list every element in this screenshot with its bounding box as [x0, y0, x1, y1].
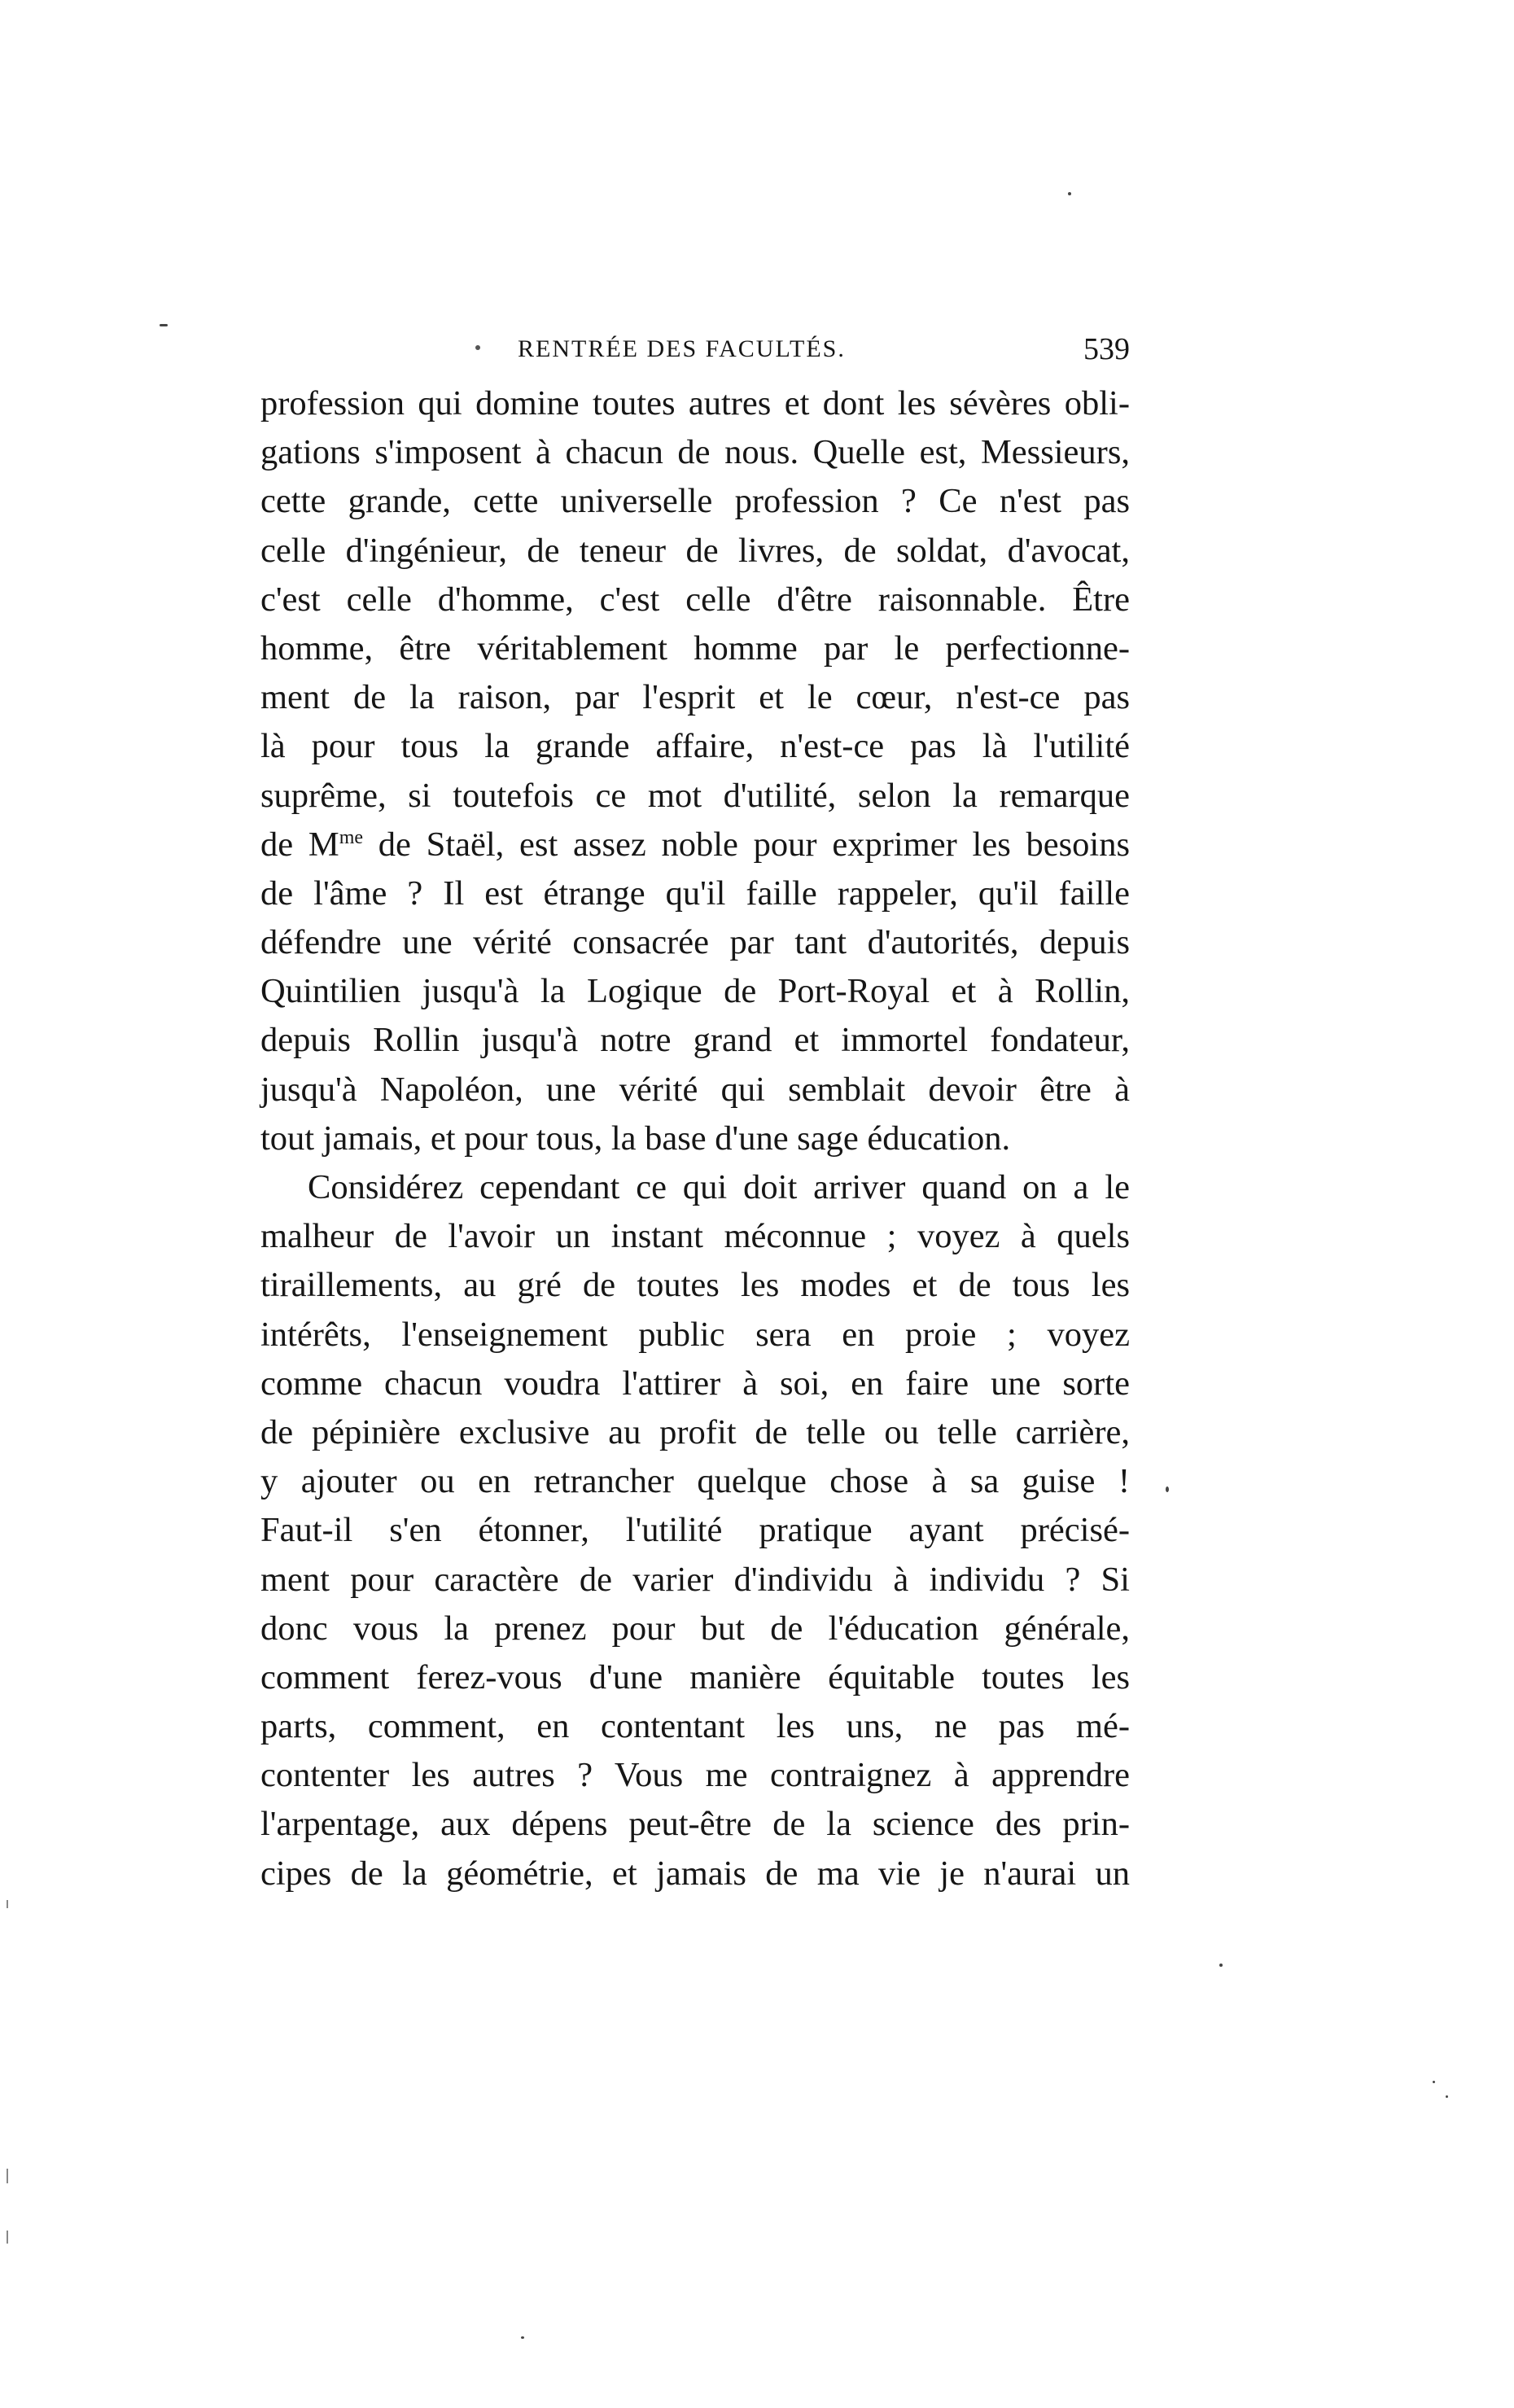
text-line: comme chacun voudra l'attirer à soi, en faire une sorte	[260, 1364, 1130, 1403]
running-title: RENTRÉE DES FACULTÉS.	[518, 335, 846, 362]
text-line: donc vous la prenez pour but de l'éducation générale,	[260, 1609, 1130, 1648]
text-line: parts, comment, en contentant les uns, ne pas mé-	[260, 1707, 1130, 1746]
scan-speck	[1166, 1486, 1169, 1492]
scan-speck	[521, 2336, 524, 2339]
scan-speck	[160, 324, 168, 326]
superscript-abbrev: me	[339, 826, 364, 848]
text-line: intérêts, l'enseignement public sera en proie ; voyez	[260, 1315, 1130, 1354]
body-text	[260, 379, 1130, 1898]
scan-speck	[1433, 2081, 1435, 2083]
text-line: l'arpentage, aux dépens peut-être de la science des prin-	[260, 1805, 1130, 1844]
text-line: Quintilien jusqu'à la Logique de Port-Royal et à Rollin,	[260, 972, 1130, 1011]
text-line: de pépinière exclusive au profit de telle ou telle carrière,	[260, 1412, 1130, 1451]
paragraph	[260, 1163, 1130, 1898]
text-line: cette grande, cette universelle profession ? Ce n'est pas	[260, 482, 1130, 521]
text-line: Faut-il s'en étonner, l'utilité pratique ayant précisé-	[260, 1511, 1130, 1550]
text-line: celle d'ingénieur, de teneur de livres, de soldat, d'avocat,	[260, 531, 1130, 570]
text-line: défendre une vérité consacrée par tant d'autorités, depuis	[260, 923, 1130, 962]
text-line: tiraillements, au gré de toutes les modes et de tous les	[260, 1266, 1130, 1305]
scan-edge-mark	[7, 2169, 8, 2183]
text-line: suprême, si toutefois ce mot d'utilité, selon la remarque	[260, 776, 1130, 815]
text-line: gations s'imposent à chacun de nous. Quelle est, Messieurs,	[260, 433, 1130, 472]
text-line: c'est celle d'homme, c'est celle d'être raisonnable. Être	[260, 580, 1130, 619]
text-line: malheur de l'avoir un instant méconnue ; voyez à quels	[260, 1217, 1130, 1256]
scan-speck	[1446, 2095, 1448, 2098]
scan-speck	[1068, 192, 1071, 195]
text-line: y ajouter ou en retrancher quelque chose à sa guise !	[260, 1462, 1130, 1501]
text-line: Considérez cependant ce qui doit arriver quand on a le	[308, 1168, 1130, 1206]
text-line: homme, être véritablement homme par le perfectionne-	[260, 628, 1130, 668]
text-line: comment ferez-vous d'une manière équitable toutes les	[260, 1657, 1130, 1697]
text-line: de l'âme ? Il est étrange qu'il faille rappeler, qu'il faille	[260, 873, 1130, 913]
text-line: contenter les autres ? Vous me contraignez à apprendre	[260, 1756, 1130, 1795]
text-line: tout jamais, et pour tous, la base d'une sage éducation.	[260, 1119, 1011, 1158]
scan-speck	[1219, 1964, 1223, 1967]
text-line: ment de la raison, par l'esprit et le cœur, n'est-ce pas	[260, 678, 1130, 717]
page-header	[260, 329, 1130, 378]
scan-edge-mark	[7, 1900, 8, 1908]
text-line: depuis Rollin jusqu'à notre grand et immortel fondateur,	[260, 1021, 1130, 1060]
text-line: de $M^{me}$ de Staël, est assez noble pour exprimer les besoins	[260, 825, 1131, 864]
text-line: cipes de la géométrie, et jamais de ma vie je n'aurai un	[260, 1854, 1130, 1893]
text-line: profession qui domine toutes autres et dont les sévères obli-	[260, 384, 1130, 422]
scan-edge-mark	[7, 2231, 8, 2244]
header-ornament-dot	[475, 345, 480, 350]
text-line: ment pour caractère de varier d'individu à individu ? Si	[260, 1560, 1130, 1599]
page-number: 539	[1083, 332, 1130, 366]
text-line: jusqu'à Napoléon, une vérité qui semblait devoir être à	[260, 1070, 1130, 1109]
text-line: là pour tous la grande affaire, n'est-ce pas là l'utilité	[260, 727, 1130, 766]
paragraph	[260, 379, 1130, 1163]
